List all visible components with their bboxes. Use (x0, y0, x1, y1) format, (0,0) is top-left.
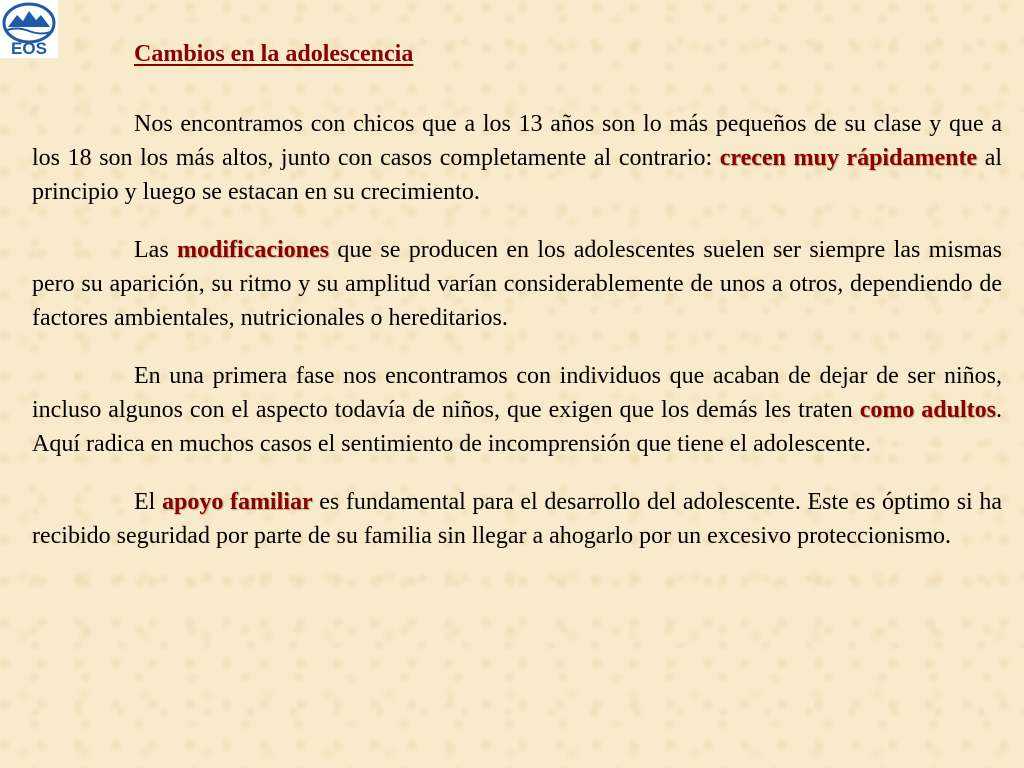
paragraph-text: Las (134, 237, 178, 263)
paragraph-text: . Aquí radica en muchos casos el sentimiento de incomprensión que tiene el adolescente. (32, 397, 1002, 457)
highlighted-phrase: como adultos (859, 397, 996, 423)
paragraph-text: En una primera fase nos encontramos con individuos que acaban de dejar de ser niños, incluso algunos con el aspecto todavía de niños, que exigen que los demás les traten (32, 363, 1002, 423)
paragraph-text: al principio y luego se estacan en su crecimiento. (32, 145, 1003, 205)
highlighted-phrase: crecen muy rápidamente (719, 145, 978, 171)
logo-text: EOS (11, 39, 47, 58)
highlighted-phrase: modificaciones (177, 237, 329, 263)
highlighted-phrase: apoyo familiar (161, 489, 313, 515)
paragraph (32, 359, 1002, 461)
eos-logo-icon (0, 0, 58, 58)
page-title: Cambios en la adolescencia (134, 41, 414, 67)
paragraph-text: El (134, 489, 162, 515)
paragraph (32, 485, 1002, 553)
content-body (32, 107, 1002, 553)
paragraph (32, 233, 1002, 335)
paragraph-text: que se producen en los adolescentes suelen ser siempre las mismas pero su aparición, su ritmo y su amplitud varían considerablemente de unos a otros, dependiendo de factores ambientales, nutricionales o hereditarios. (32, 237, 1002, 331)
paragraph (32, 107, 1002, 209)
eos-logo (0, 0, 58, 58)
paragraph-text: Nos encontramos con chicos que a los 13 años son lo más pequeños de su clase y que a los 18 son los más altos, junto con casos completamente al contrario: (32, 111, 1002, 171)
paragraph-text: es fundamental para el desarrollo del adolescente. Este es óptimo si ha recibido seguridad por parte de su familia sin llegar a ahogarlo por un excesivo proteccionismo. (32, 489, 1002, 549)
